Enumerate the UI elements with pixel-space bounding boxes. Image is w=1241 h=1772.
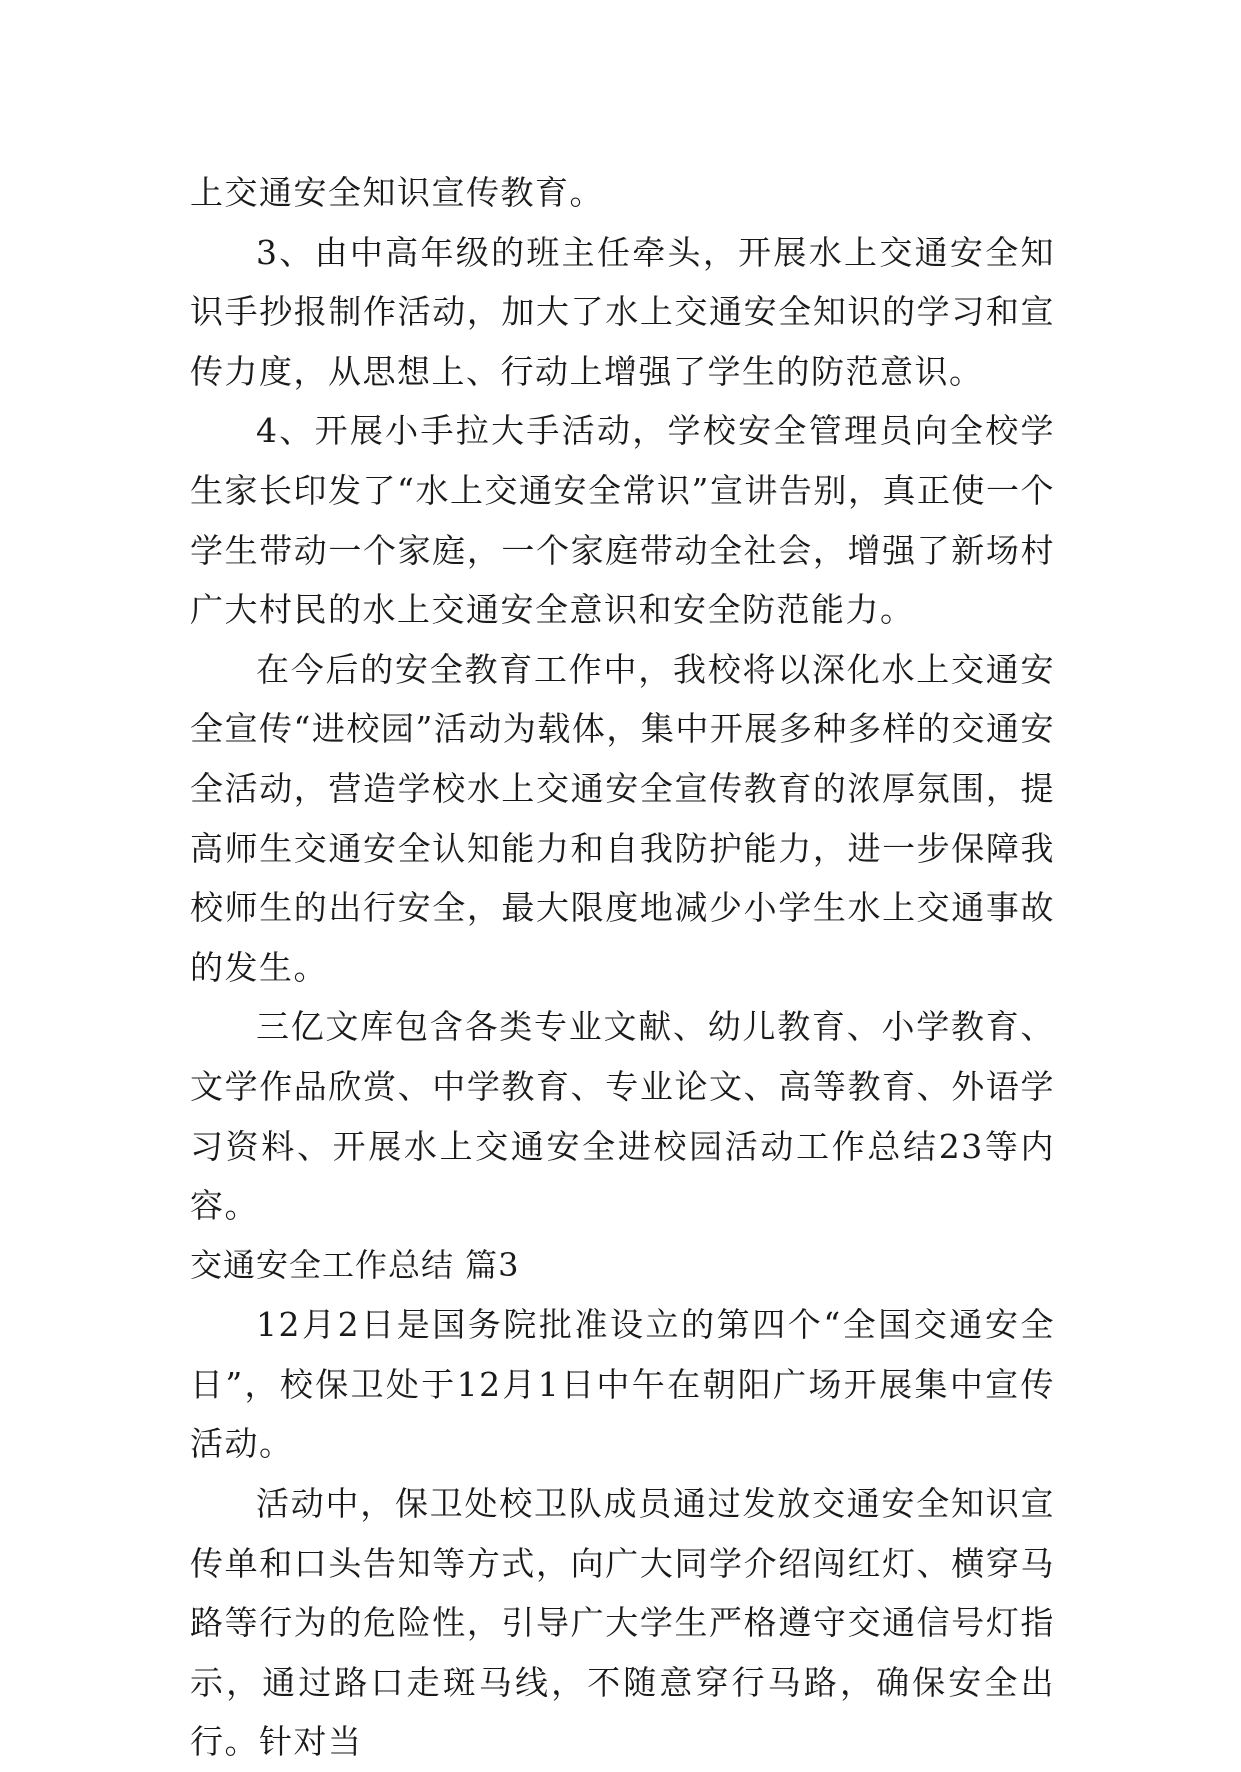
- document-body: [190, 163, 1055, 1772]
- paragraph-item-3: 3、由中高年级的班主任牵头，开展水上交通安全知识手抄报制作活动，加大了水上交通安全知识的学习和宣传力度，从思想上、行动上增强了学生的防范意识。: [190, 232, 1055, 391]
- paragraph-safety-day: 12月2日是国务院批准设立的第四个“全国交通安全日”，校保卫处于12月1日中午在朝阳广场开展集中宣传活动。: [190, 1305, 1055, 1464]
- section-heading: 交通安全工作总结 篇3: [190, 1245, 520, 1284]
- paragraph-activity: 活动中，保卫处校卫队成员通过发放交通安全知识宣传单和口头告知等方式，向广大同学介绍闯红灯、横穿马路等行为的危险性，引导广大学生严格遵守交通信号灯指示，通过路口走斑马线，不随意穿行马路，确保安全出行。针对当: [190, 1484, 1055, 1762]
- paragraph-library-note: 三亿文库包含各类专业文献、幼儿教育、小学教育、文学作品欣赏、中学教育、专业论文、高等教育、外语学习资料、开展水上交通安全进校园活动工作总结23等内容。: [190, 1007, 1055, 1226]
- paragraph-future-plan: 在今后的安全教育工作中，我校将以深化水上交通安全宣传“进校园”活动为载体，集中开展多种多样的交通安全活动，营造学校水上交通安全宣传教育的浓厚氛围，提高师生交通安全认知能力和自我防护能力，进一步保障我校师生的出行安全，最大限度地减少小学生水上交通事故的发生。: [190, 649, 1055, 987]
- paragraph-item-4: 4、开展小手拉大手活动，学校安全管理员向全校学生家长印发了“水上交通安全常识”宣讲告别，真正使一个学生带动一个家庭，一个家庭带动全社会，增强了新场村广大村民的水上交通安全意识和安全防范能力。: [190, 411, 1055, 630]
- paragraph-continuation: 上交通安全知识宣传教育。: [190, 173, 604, 212]
